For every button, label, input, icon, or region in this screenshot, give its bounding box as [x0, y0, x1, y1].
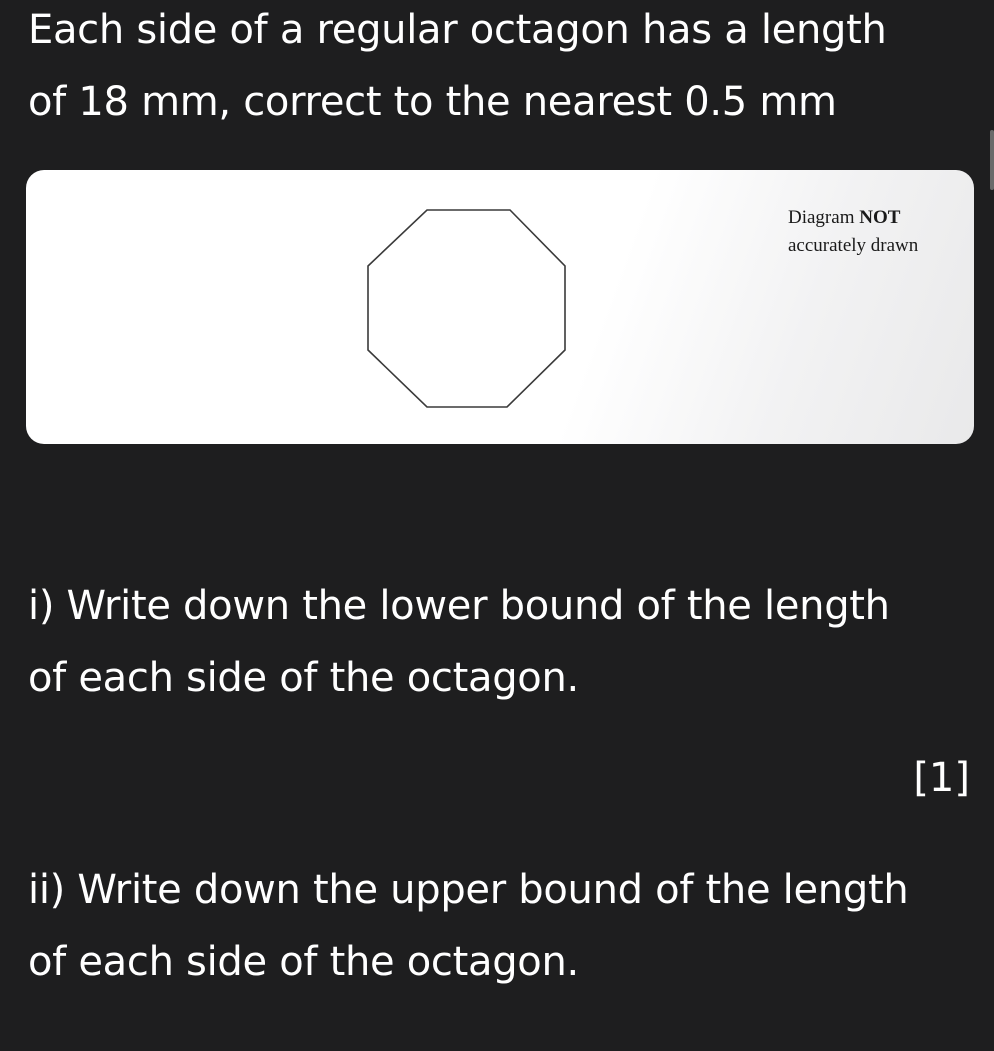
- question-1-line-2: of each side of the octagon.: [28, 655, 579, 701]
- diagram-note-not: NOT: [859, 207, 901, 228]
- octagon-diagram: [26, 170, 974, 444]
- question-1-line-1: i) Write down the lower bound of the length: [28, 583, 890, 629]
- diagram-note: [788, 204, 918, 260]
- question-1-marks: [1]: [913, 755, 970, 801]
- intro-line-2: of 18 mm, correct to the nearest 0.5 mm: [28, 79, 837, 125]
- question-2-line-1: ii) Write down the upper bound of the length: [28, 867, 909, 913]
- diagram-note-line-2: accurately drawn: [788, 235, 919, 256]
- diagram-note-prefix: Diagram: [788, 207, 860, 228]
- question-2: [28, 854, 908, 998]
- question-1: [28, 570, 890, 714]
- intro-text: [28, 0, 887, 138]
- question-2-line-2: of each side of the octagon.: [28, 939, 579, 985]
- octagon-outline: [368, 210, 565, 407]
- scrollbar[interactable]: [990, 130, 994, 190]
- intro-line-1: Each side of a regular octagon has a length: [28, 7, 887, 53]
